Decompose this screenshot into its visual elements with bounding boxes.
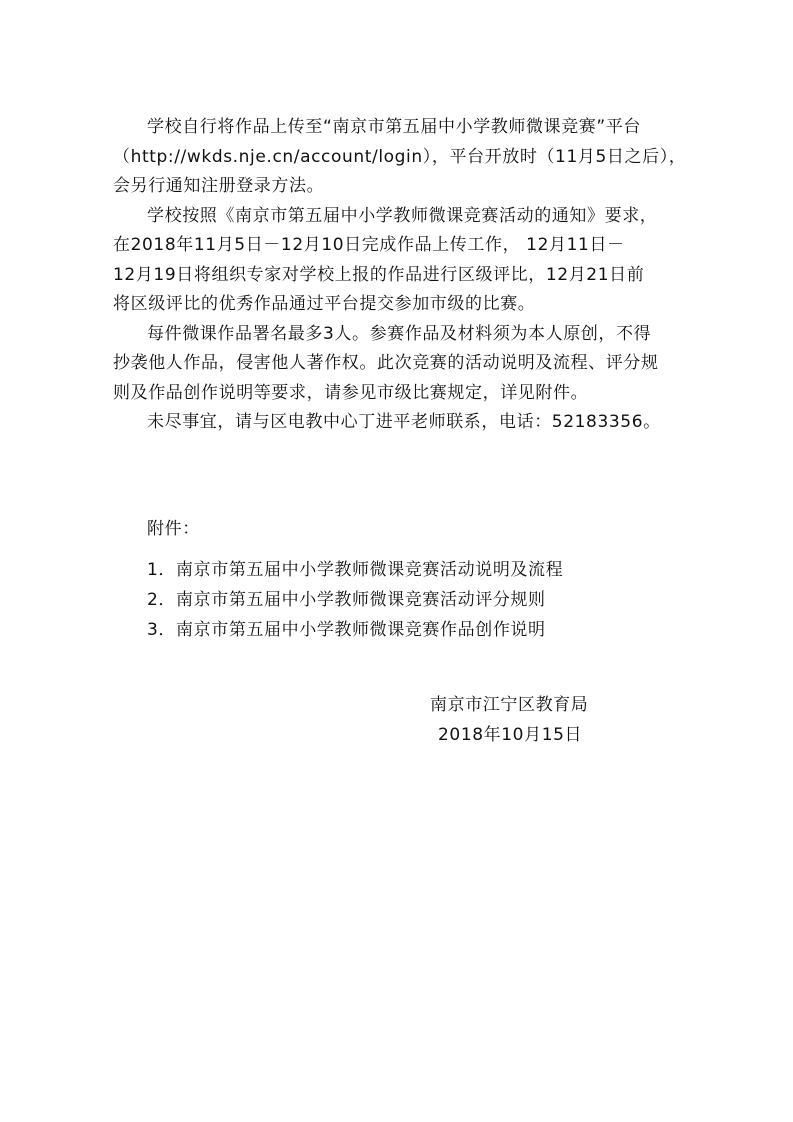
paragraph-line: 学校按照《南京市第五届中小学教师微课竞赛活动的通知》要求， <box>147 205 658 226</box>
attachments-title: 附件： <box>147 519 200 539</box>
paragraph-upload <box>113 113 693 202</box>
paragraph-line: 则及作品创作说明等要求，请参见市级比赛规定，详见附件。 <box>113 382 589 403</box>
attachments-list <box>147 555 563 645</box>
paragraph-line: （http://wkds.nje.cn/account/login），平台开放时（11月5日之后）， <box>113 146 687 167</box>
paragraph-line: 会另行通知注册登录方法。 <box>113 176 325 196</box>
attachment-item: 1．南京市第五届中小学教师微课竞赛活动说明及流程 <box>147 560 564 580</box>
signature-block <box>430 690 588 750</box>
paragraph-line: 在2018年11月5日－12月10日完成作品上传工作， 12月11日－ <box>113 235 625 255</box>
paragraph-schedule <box>113 202 693 320</box>
issue-date: 2018年10月15日 <box>438 725 583 745</box>
paragraph-line: 12月19日将组织专家对学校上报的作品进行区级评比，12月21日前 <box>113 264 645 285</box>
paragraph-line: 抄袭他人作品，侵害他人著作权。此次竞赛的活动说明及流程、评分规 <box>113 353 659 373</box>
attachment-item: 2．南京市第五届中小学教师微课竞赛活动评分规则 <box>147 590 546 610</box>
issuing-organization: 南京市江宁区教育局 <box>430 695 589 715</box>
paragraph-rules <box>113 320 693 409</box>
notice-body <box>113 113 693 438</box>
paragraph-line: 学校自行将作品上传至“南京市第五届中小学教师微课竞赛”平台 <box>147 117 642 137</box>
paragraph-line: 每件微课作品署名最多3人。参赛作品及材料须为本人原创，不得 <box>147 323 652 344</box>
paragraph-contact <box>113 408 693 438</box>
attachment-item: 3．南京市第五届中小学教师微课竞赛作品创作说明 <box>147 620 546 640</box>
paragraph-line: 未尽事宜，请与区电教中心丁进平老师联系，电话：52183356。 <box>147 412 661 432</box>
paragraph-line: 将区级评比的优秀作品通过平台提交参加市级的比赛。 <box>113 294 536 314</box>
